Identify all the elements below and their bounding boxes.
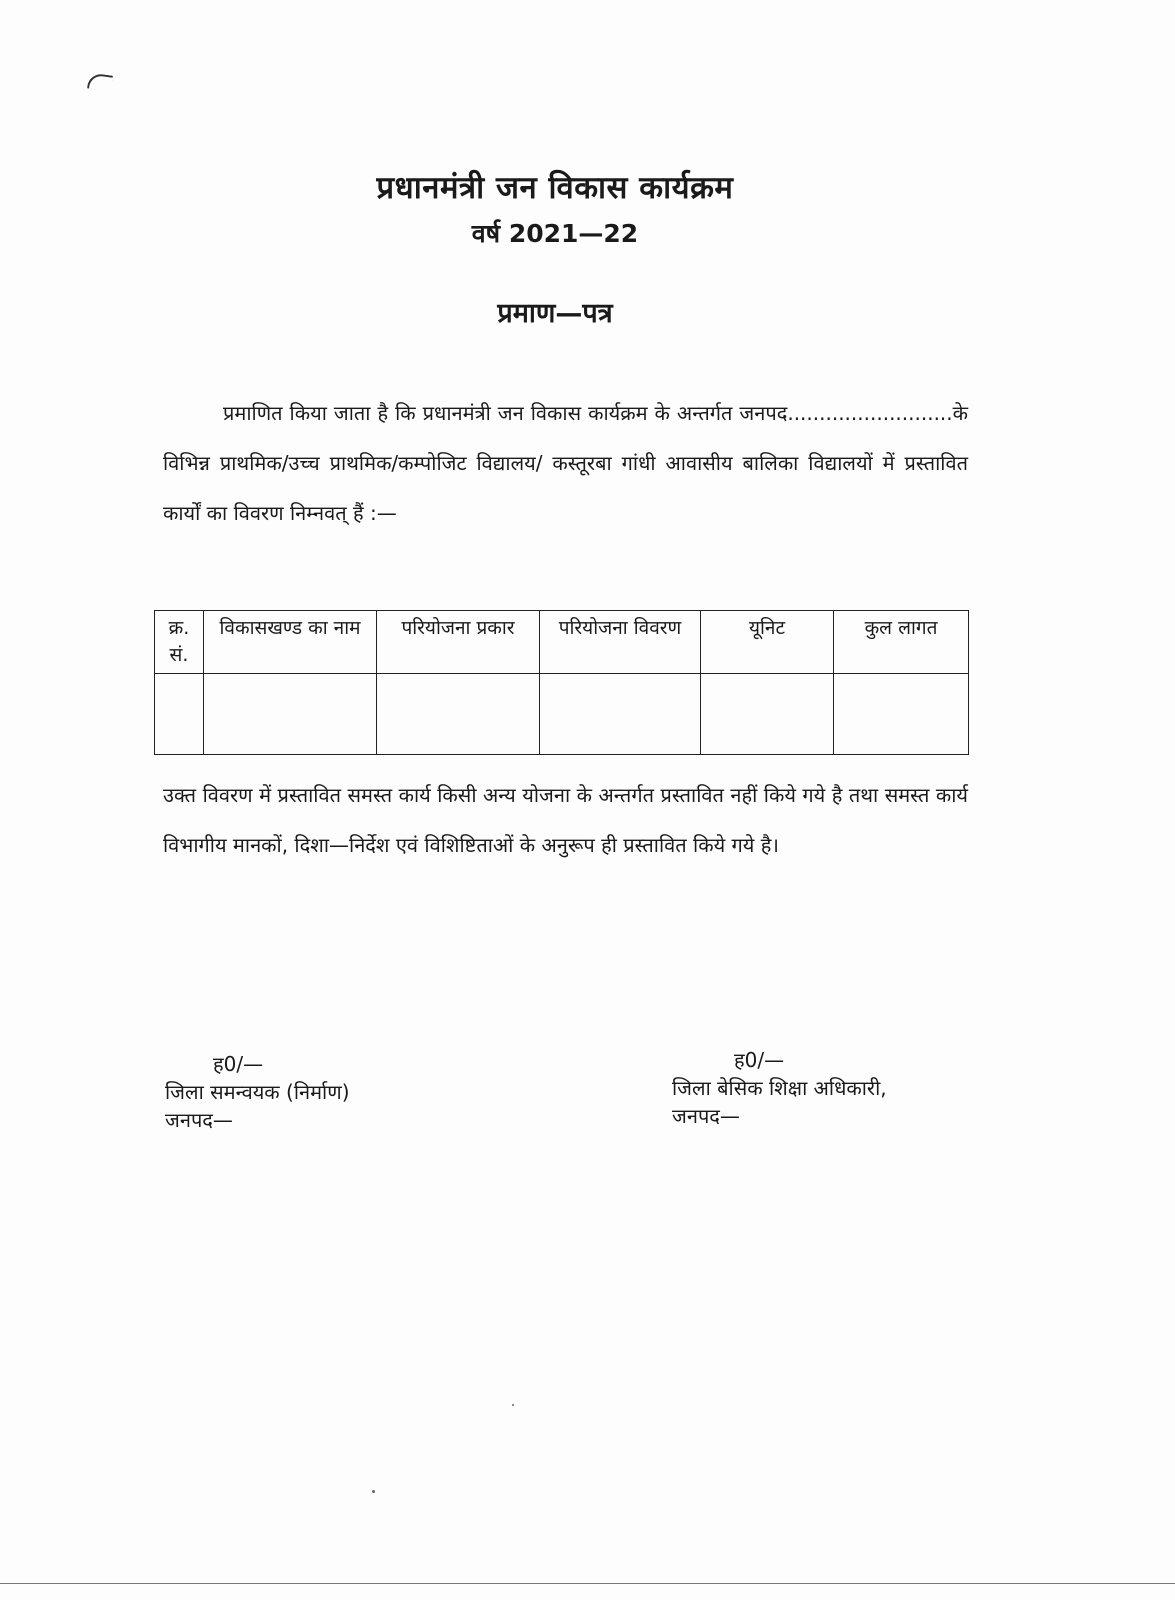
signatory-designation: जिला समन्वयक (निर्माण)	[165, 1080, 350, 1104]
document-subtitle: प्रमाण—पत्र	[497, 298, 613, 329]
header-project-details: परियोजना विवरण	[540, 611, 701, 674]
scan-speck	[512, 1404, 514, 1406]
header-serial-no: क्र. सं.	[155, 611, 204, 674]
scan-corner-mark	[87, 72, 113, 91]
signature-block-left	[165, 1050, 350, 1134]
signatory-designation: जिला बेसिक शिक्षा अधिकारी,	[672, 1076, 887, 1100]
header-total-cost: कुल लागत	[834, 611, 969, 674]
signature-mark: ह0/—	[734, 1048, 785, 1072]
table-cell	[377, 674, 540, 755]
table-header-row	[155, 611, 969, 674]
header-unit: यूनिट	[701, 611, 834, 674]
signature-mark: ह0/—	[213, 1052, 264, 1076]
certification-paragraph: प्रमाणित किया जाता है कि प्रधानमंत्री जन विकास कार्यक्रम के अन्तर्गत जनपद..........................के विभिन्न प्राथमिक/उच्च प्राथमिक/कम्पोजिट विद्यालय/ कस्तूरबा गांधी आवासीय बालिका विद्यालयों में प्रस्तावित कार्यों का विवरण निम्नवत् हैं :—	[163, 401, 968, 525]
table-cell	[834, 674, 969, 755]
signature-block-right	[672, 1046, 887, 1130]
table-row	[155, 674, 969, 755]
header-block-name: विकासखण्ड का नाम	[204, 611, 377, 674]
document-title: प्रधानमंत्री जन विकास कार्यक्रम	[376, 170, 734, 206]
works-table	[154, 610, 969, 755]
scan-bottom-edge	[0, 1583, 1175, 1584]
header-project-type: परियोजना प्रकार	[377, 611, 540, 674]
signatory-district: जनपद—	[672, 1104, 740, 1128]
table-cell	[701, 674, 834, 755]
signatory-district: जनपद—	[165, 1108, 233, 1132]
table-cell	[204, 674, 377, 755]
table-cell	[540, 674, 701, 755]
document-year: वर्ष 2021—22	[471, 219, 639, 248]
scan-speck	[372, 1490, 375, 1493]
table-cell	[155, 674, 204, 755]
declaration-paragraph: उक्त विवरण में प्रस्तावित समस्त कार्य किसी अन्य योजना के अन्तर्गत प्रस्तावित नहीं किये गये है तथा समस्त कार्य विभागीय मानकों, दिशा—निर्देश एवं विशिष्टिताओं के अनुरूप ही प्रस्तावित किये गये है।	[163, 783, 968, 857]
